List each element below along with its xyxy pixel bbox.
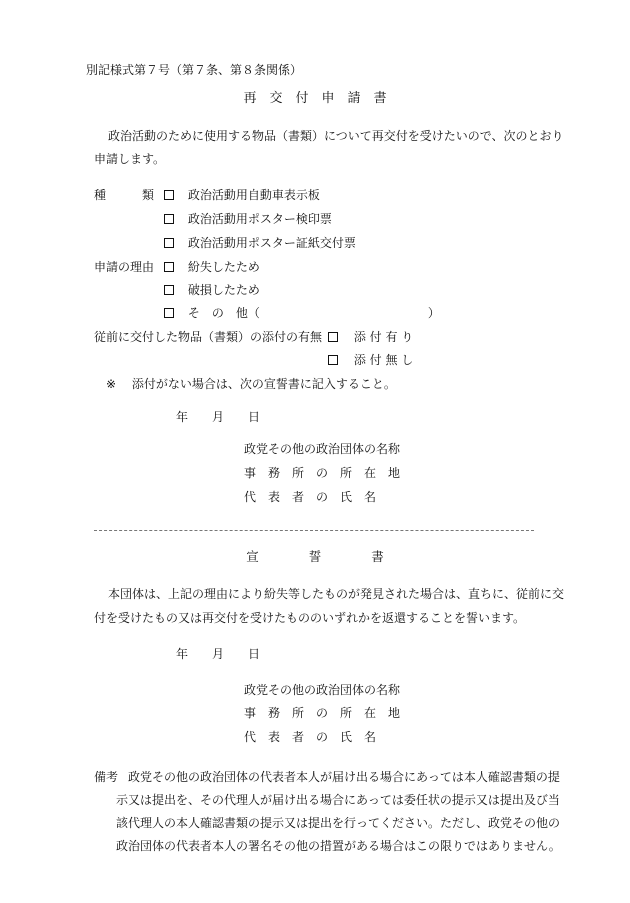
remarks-line-4: 政治団体の代表者本人の署名その他の措置がある場合はこの限りではありません。 [116, 839, 561, 853]
oath-line-2: 付を受けたもの又は再交付を受けたもののいずれかを返還することを誓います。 [94, 611, 526, 625]
reason-option-label: 紛失したため [187, 260, 260, 274]
reason-option-3[interactable] [164, 307, 440, 319]
reason-option-1[interactable] [164, 261, 260, 273]
attachment-option-label: 添 付 無 し [353, 353, 414, 367]
oath-date: 年 月 日 [176, 647, 261, 661]
type-option-label: 政治活動用ポスター証紙交付票 [187, 236, 356, 250]
checkbox-icon[interactable] [164, 285, 174, 295]
remarks-line-2: 示又は提出を、その代理人が届け出る場合にあっては委任状の提示又は提出及び当 [116, 793, 560, 807]
checkbox-icon[interactable] [328, 332, 338, 342]
note-mark: ※ [106, 377, 117, 391]
form-reference: 別記様式第７号（第７条、第８条関係） [86, 63, 303, 77]
checkbox-icon[interactable] [164, 262, 174, 272]
checkbox-icon[interactable] [164, 238, 174, 248]
type-option-label: 政治活動用自動車表示板 [187, 188, 320, 202]
attachment-question: 従前に交付した物品（書類）の添付の有無 [94, 330, 323, 344]
section-divider [94, 530, 534, 531]
checkbox-icon[interactable] [328, 355, 338, 365]
attachment-option-no[interactable] [328, 354, 413, 366]
intro-line-1: 政治活動のために使用する物品（書類）について再交付を受けたいので、次のとおり [108, 129, 564, 143]
oath-party-name-label: 政党その他の政治団体の名称 [244, 683, 401, 697]
oath-title: 宣 誓 書 [246, 549, 384, 564]
representative-label: 代 表 者 の 氏 名 [244, 490, 377, 504]
intro-line-2: 申請します。 [94, 152, 166, 166]
party-name-label: 政党その他の政治団体の名称 [244, 442, 401, 456]
attachment-option-yes[interactable] [328, 331, 413, 343]
remarks-line-1: 政党その他の政治団体の代表者本人が届け出る場合にあっては本人確認書類の提 [128, 770, 560, 784]
type-option-3[interactable] [164, 237, 356, 249]
document-title: 再 交 付 申 請 書 [243, 91, 387, 106]
oath-line-1: 本団体は、上記の理由により紛失等したものが発見された場合は、直ちに、従前に交 [108, 587, 565, 601]
reason-option-label: 破損したため [187, 283, 260, 297]
note [106, 378, 396, 390]
type-option-2[interactable] [164, 213, 332, 225]
checkbox-icon[interactable] [164, 308, 174, 318]
oath-representative-label: 代 表 者 の 氏 名 [244, 730, 377, 744]
office-location-label: 事 務 所 の 所 在 地 [244, 466, 401, 480]
reason-option-2[interactable] [164, 284, 260, 296]
application-date: 年 月 日 [176, 410, 261, 424]
oath-office-location-label: 事 務 所 の 所 在 地 [244, 706, 401, 720]
checkbox-icon[interactable] [164, 190, 174, 200]
type-label: 種 類 [94, 188, 155, 202]
note-text: 添付がない場合は、次の宣誓書に記入すること。 [131, 377, 396, 391]
type-option-1[interactable] [164, 189, 320, 201]
reason-label: 申請の理由 [94, 260, 155, 274]
remarks-label: 備考 [94, 770, 119, 784]
reason-option-label: そ の 他（ ） [187, 306, 440, 320]
checkbox-icon[interactable] [164, 214, 174, 224]
remarks-line-3: 該代理人の本人確認書類の提示又は提出を行ってください。ただし、政党その他の [116, 816, 561, 830]
attachment-option-label: 添 付 有 り [353, 330, 414, 344]
type-option-label: 政治活動用ポスター検印票 [187, 212, 332, 226]
